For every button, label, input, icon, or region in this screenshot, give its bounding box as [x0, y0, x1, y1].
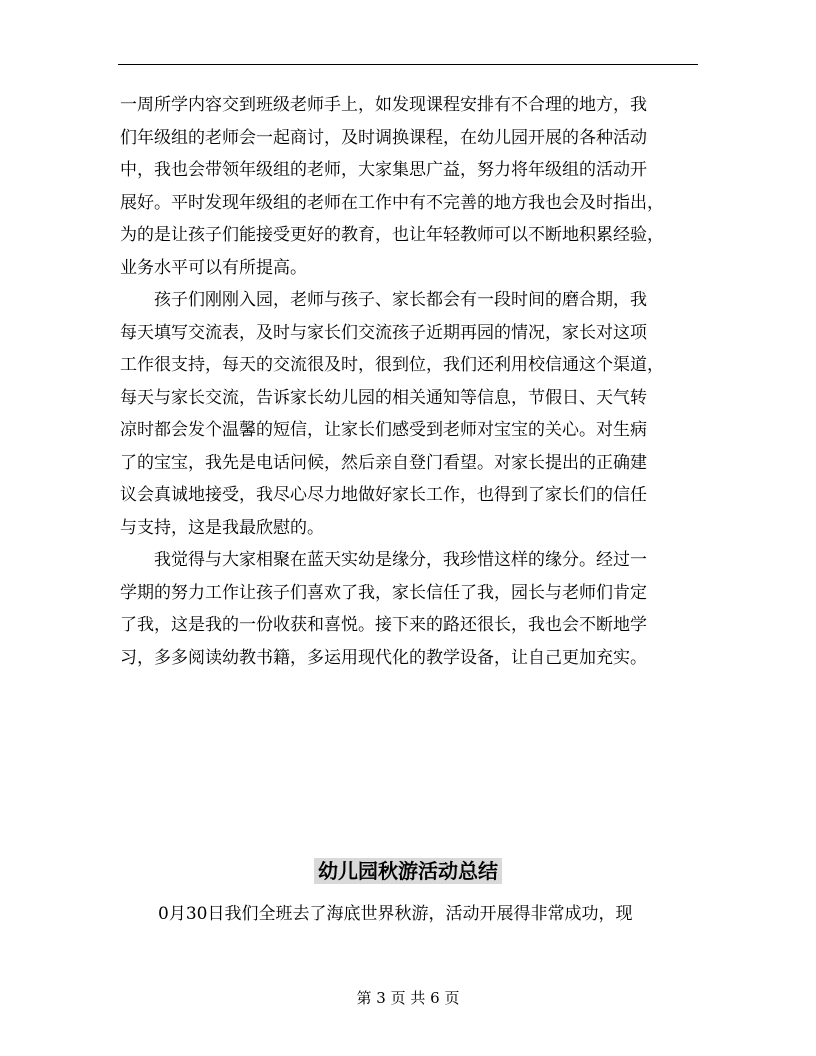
text-line: 与支持，这是我最欣慰的。	[120, 517, 324, 538]
text-line: 议会真诚地接受，我尽心尽力地做好家长工作，也得到了家长们的信任	[120, 485, 647, 505]
text-line: 一周所学内容交到班级老师手上，如发现课程安排有不合理的地方，我	[120, 95, 647, 115]
text-line: 为的是让孩子们能接受更好的教育，也让年轻教师可以不断地积累经验，	[120, 225, 664, 245]
text-line: 孩子们刚刚入园，老师与孩子、家长都会有一段时间的磨合期，我	[154, 290, 647, 310]
paragraph-2	[120, 284, 700, 544]
text-line: 业务水平可以有所提高。	[120, 257, 307, 278]
text-line: 习，多多阅读幼教书籍，多运用现代化的教学设备，让自己更加充实。	[120, 647, 647, 668]
text-line: 展好。平时发现年级组的老师在工作中有不完善的地方我也会及时指出，	[120, 192, 664, 213]
paragraph-1	[120, 89, 700, 284]
section-heading-text: 幼儿园秋游活动总结	[314, 858, 502, 884]
text-line: 了的宝宝，我先是电话问候，然后亲自登门看望。对家长提出的正确建	[120, 452, 647, 473]
text-line: 凉时都会发个温馨的短信，让家长们感受到老师对宝宝的关心。对生病	[120, 420, 647, 440]
text-line: 们年级组的老师会一起商讨，及时调换课程，在幼儿园开展的各种活动	[120, 127, 647, 148]
text-line: 我觉得与大家相聚在蓝天实幼是缘分，我珍惜这样的缘分。经过一	[154, 550, 647, 570]
text-line: 中，我也会带领年级组的老师，大家集思广益，努力将年级组的活动开	[120, 160, 647, 180]
text-line: 每天与家长交流，告诉家长幼儿园的相关通知等信息，节假日、天气转	[120, 387, 647, 408]
section-heading	[0, 857, 816, 885]
text-line: 工作很支持，每天的交流很及时，很到位，我们还利用校信通这个渠道，	[120, 355, 664, 375]
header-rule	[118, 64, 698, 65]
text-line: 学期的努力工作让孩子们喜欢了我，家长信任了我，园长与老师们肯定	[120, 582, 647, 603]
document-body	[120, 89, 700, 674]
paragraph-3	[120, 544, 700, 674]
page-number: 第 3 页 共 6 页	[356, 989, 460, 1007]
text-line: 了我，这是我的一份收获和喜悦。接下来的路还很长，我也会不断地学	[120, 615, 647, 635]
section-first-line: 0月30日我们全班去了海底世界秋游，活动开展得非常成功，现	[158, 904, 633, 924]
text-line: 每天填写交流表，及时与家长们交流孩子近期再园的情况，家长对这项	[120, 322, 647, 343]
